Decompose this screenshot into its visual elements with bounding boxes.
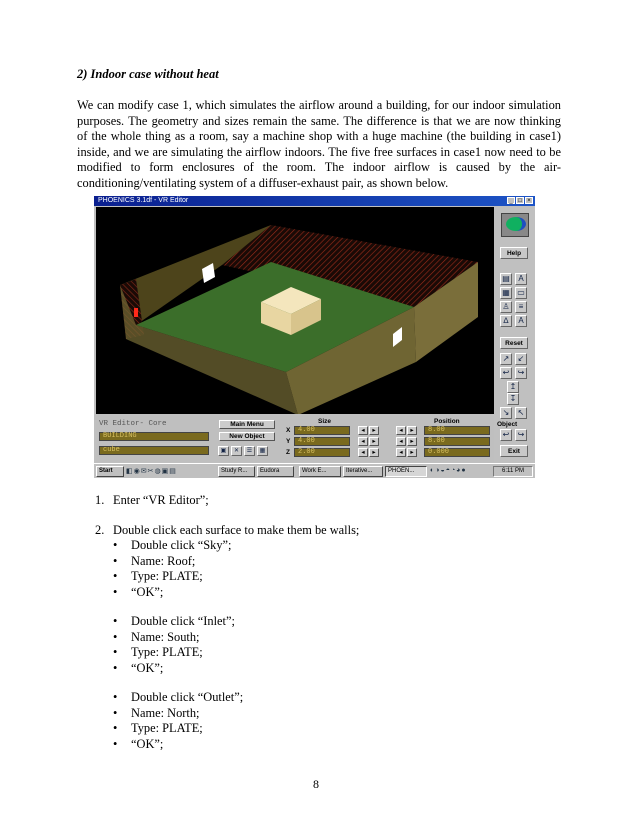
paragraph-line: of the whole thing as a room, say a machine shop with a huge machine (the building in case1) [77,129,561,144]
group-icon[interactable]: ▦ [257,446,268,456]
layers-icon[interactable]: ≡ [515,301,527,313]
right-toolbar [495,207,535,471]
start-button[interactable]: Start [96,466,124,477]
tray-icons [430,467,467,474]
arrow-ne-icon[interactable]: ↗ [500,353,512,365]
size-y-field[interactable]: 4.00 [294,437,350,446]
zoom-in-icon[interactable]: ↘ [500,407,512,419]
paragraph-line: conditioning/ventilating system of a diffuser-exhaust pair, as shown below. [77,175,449,190]
tray-icon[interactable]: ◐ [430,467,436,474]
window-titlebar [94,196,535,206]
room-scene [96,207,494,414]
position-z-field[interactable]: 0.000 [424,448,490,457]
view-icon[interactable]: ▤ [500,273,512,285]
paragraph-line: purposes. The geometry and sizes remain the same. The difference is that we are now thinking [77,113,561,128]
size-z-decrease-icon[interactable]: ◂ [358,448,368,457]
help-button[interactable]: Help [500,247,528,259]
page-number: 8 [313,777,319,791]
text-icon[interactable]: A [515,273,527,285]
list-item: • Double click “Inlet”; [131,614,235,629]
vr-editor-screenshot [94,196,535,478]
copy-icon[interactable]: ▣ [218,446,229,456]
origin-marker [134,308,138,317]
paragraph-line: We can modify case 1, which simulates the airflow around a building, for our indoor simulation [77,98,561,112]
paragraph-line: modified to form enclosures of the room. The indoor airflow is caused by the air- [77,160,561,175]
properties-icon[interactable]: ☰ [244,446,255,456]
size-z-increase-icon[interactable]: ▸ [369,448,379,457]
list-item: • Name: Roof; [131,554,195,569]
windows-taskbar [94,463,535,478]
taskbar-item[interactable]: Iterative... [343,466,383,477]
list-item: • “OK”; [131,585,163,600]
size-x-increase-icon[interactable]: ▸ [369,426,379,435]
reset-button[interactable]: Reset [500,337,528,349]
position-y-field[interactable]: 8.00 [424,437,490,446]
pos-x-decrease-icon[interactable]: ◂ [396,426,406,435]
web-icon[interactable]: ◍ [154,468,162,475]
folder-icon[interactable]: ▣ [161,468,170,475]
rotate-right-icon[interactable]: ↪ [515,367,527,379]
taskbar-item[interactable]: Work E... [299,466,341,477]
up-icon[interactable]: ↥ [507,381,519,393]
new-object-button[interactable]: New Object [219,432,275,441]
size-z-field[interactable]: 2.00 [294,448,350,457]
tray-icon[interactable]: ◔ [450,467,457,474]
pos-z-increase-icon[interactable]: ▸ [407,448,417,457]
list-item: • “OK”; [131,737,163,752]
tray-icon[interactable]: ◕ [456,467,462,474]
person-icon[interactable]: ♙ [500,301,512,313]
tools-icon[interactable]: ✂ [147,468,155,475]
zoom-out-icon[interactable]: ↖ [515,407,527,419]
quick-launch-icons [126,467,177,475]
axis-z-label: Z [286,449,290,456]
pos-z-decrease-icon[interactable]: ◂ [396,448,406,457]
minimize-icon[interactable]: _ [507,197,515,204]
list-item: • Type: PLATE; [131,721,203,736]
desktop-icon[interactable]: ◧ [126,468,134,475]
axis-y-label: Y [286,438,291,445]
arrow-sw-icon[interactable]: ↙ [515,353,527,365]
tray-icon[interactable]: ◒ [440,467,446,474]
position-label: Position [434,418,460,425]
object-label: Object [497,421,518,428]
pos-y-decrease-icon[interactable]: ◂ [396,437,406,446]
exit-button[interactable]: Exit [500,445,528,457]
size-x-field[interactable]: 4.00 [294,426,350,435]
section-heading: 2) Indoor case without heat [77,67,219,81]
object-type-field[interactable]: cube [99,446,209,455]
size-x-decrease-icon[interactable]: ◂ [358,426,368,435]
axes-icon[interactable]: ∆ [500,315,512,327]
step-text: Enter “VR Editor”; [113,493,209,507]
tray-icon[interactable]: ◑ [435,467,441,474]
list-item: • Double click “Sky”; [131,538,231,553]
tray-icon[interactable]: ◓ [445,467,451,474]
taskbar-clock: 6:11 PM [493,466,533,477]
size-y-increase-icon[interactable]: ▸ [369,437,379,446]
phoenics-logo-icon [501,213,529,237]
size-label: Size [318,418,332,425]
list-item: • Double click “Outlet”; [131,690,243,705]
taskbar-item-active[interactable]: PHOEN... [385,466,427,477]
taskbar-item[interactable]: Study R... [218,466,255,477]
list-item: • Type: PLATE; [131,645,203,660]
pos-y-increase-icon[interactable]: ▸ [407,437,417,446]
editor-panel [96,416,494,462]
list-item: • Name: South; [131,630,200,645]
window-title: PHOENICS 3.1df - VR Editor [98,197,189,204]
rotate-left-icon[interactable]: ↩ [500,367,512,379]
app-icon[interactable]: ▤ [169,468,177,475]
list-item: • Type: PLATE; [131,569,203,584]
window-controls [507,197,533,204]
panel-title: VR Editor- Core [99,420,167,428]
close-icon[interactable]: × [525,197,533,204]
panel-icon[interactable]: ▭ [515,287,527,299]
grid-icon[interactable]: ▦ [500,287,512,299]
position-x-field[interactable]: 8.00 [424,426,490,435]
main-menu-button[interactable]: Main Menu [219,420,275,429]
size-y-decrease-icon[interactable]: ◂ [358,437,368,446]
pos-x-increase-icon[interactable]: ▸ [407,426,417,435]
mail-icon[interactable]: ✉ [140,468,148,475]
down-icon[interactable]: ↧ [507,393,519,405]
intro-paragraph [77,98,561,192]
axis-x-label: X [286,427,291,434]
undo-icon[interactable]: ↩ [500,429,512,441]
step-number: 1. [95,493,105,507]
maximize-icon[interactable]: □ [516,197,524,204]
list-item: • Name: North; [131,706,199,721]
paragraph-line: inside, and we are simulating the airflow indoors. The five free surfaces in case1 now need to be [77,144,561,159]
delete-icon[interactable]: ✕ [231,446,242,456]
3d-viewport[interactable] [96,207,494,414]
redo-icon[interactable]: ↪ [515,429,527,441]
step-number: 2. [95,523,105,537]
taskbar-item[interactable]: Eudora [257,466,294,477]
text-icon-2[interactable]: A [515,315,527,327]
tray-icon[interactable]: ● [461,467,467,474]
step-text: Double click each surface to make them be walls; [113,523,360,537]
list-item: • “OK”; [131,661,163,676]
explorer-icon[interactable]: ◉ [133,468,141,475]
object-name-field[interactable]: BUILDING [99,432,209,441]
